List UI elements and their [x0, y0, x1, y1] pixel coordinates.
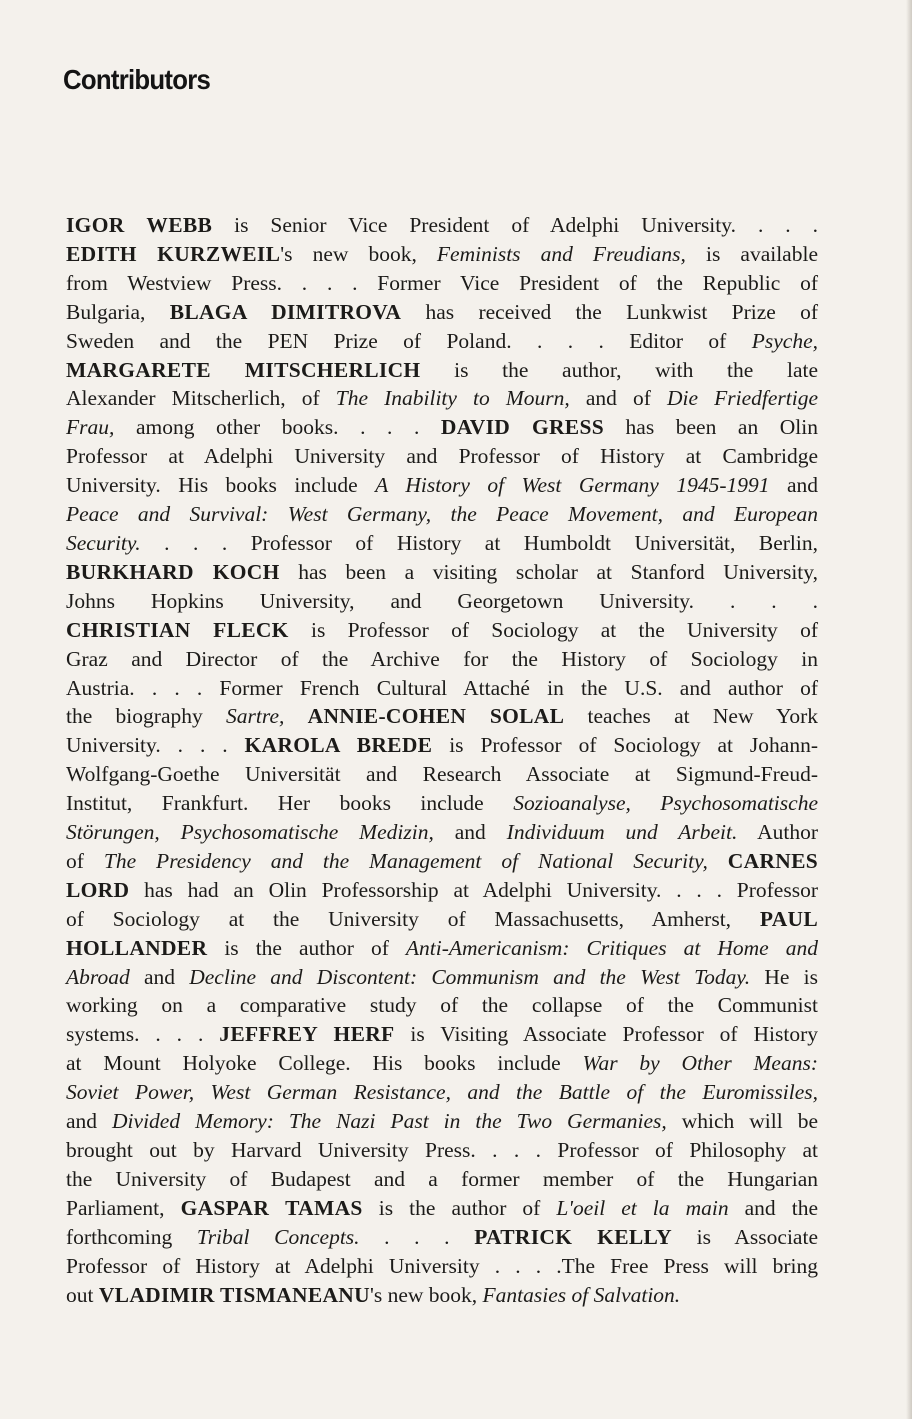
text-run: Sweden and the PEN Prize of Poland. . . . Editor of — [66, 328, 752, 353]
text-run: has received the Lunkwist Prize of — [401, 299, 818, 324]
book-title: Abroad — [66, 964, 130, 989]
text-line — [66, 442, 818, 471]
text-line — [66, 674, 818, 703]
book-title: Fantasies of Salvation. — [482, 1282, 681, 1307]
text-run — [708, 849, 728, 873]
text-run: and — [129, 964, 190, 989]
text-run: of Sociology at the University of Massachusetts, Amherst, — [66, 906, 760, 931]
text-line — [66, 789, 818, 818]
text-run: University. . . . — [66, 733, 245, 758]
text-run: is available — [685, 241, 818, 266]
contributor-name: HOLLANDER — [66, 935, 208, 960]
page-edge-shadow — [906, 0, 912, 1419]
contributor-name: PATRICK KELLY — [474, 1224, 672, 1249]
text-line — [66, 991, 818, 1020]
book-title: Feminists and Freudians, — [436, 241, 686, 266]
contributor-name: JEFFREY HERF — [219, 1022, 395, 1047]
book-title: Frau, — [66, 415, 115, 440]
text-run: University. His books include — [66, 473, 376, 498]
text-run: Graz and Director of the Archive for the History of Sociology in — [66, 646, 818, 671]
text-run: systems. . . . — [66, 1022, 220, 1047]
book-title: Tribal Concepts. — [196, 1224, 360, 1249]
text-line — [66, 905, 818, 934]
book-title: War by Other Means: — [582, 1051, 819, 1076]
text-line — [66, 356, 818, 385]
text-run: Wolfgang-Goethe Universität and Research Associate at Sigmund-Freud- — [66, 762, 818, 787]
text-run: is Professor of Sociology at the University of — [288, 617, 818, 642]
text-line — [66, 818, 818, 847]
text-line — [66, 1281, 818, 1310]
contributor-name: LORD — [66, 877, 130, 902]
text-run: has had an Olin Professorship at Adelphi University. . . . Professor — [129, 877, 818, 902]
contributor-name: GASPAR TAMAS — [180, 1195, 363, 1220]
contributor-name: VLADIMIR TISMANEANU — [98, 1282, 370, 1307]
text-run: . . . Professor of History at Humboldt Universität, Berlin, — [140, 530, 818, 555]
book-title: Anti-Americanism: Critiques at Home and — [405, 935, 818, 960]
text-line — [66, 587, 818, 616]
book-title: Divided Memory: The Nazi Past in the Two Germanies, — [112, 1109, 667, 1134]
text-line — [66, 298, 818, 327]
text-line — [66, 1194, 818, 1223]
book-title: Decline and Discontent: Communism and the West Today. — [189, 964, 751, 989]
text-line — [66, 876, 818, 905]
text-line — [66, 327, 818, 356]
text-run: Parliament, — [66, 1195, 181, 1220]
text-line — [66, 1049, 818, 1078]
text-run: 's new book, — [280, 241, 437, 266]
book-title: Security. — [66, 530, 141, 555]
contributor-name: MARGARETE MITSCHERLICH — [66, 357, 421, 382]
text-run: . . . — [359, 1224, 475, 1249]
text-run: Institut, Frankfurt. Her books include — [66, 791, 514, 816]
text-run: He is — [750, 964, 818, 989]
book-title: A History of West Germany 1945-1991 — [375, 473, 770, 498]
book-title: Störungen, Psychosomatische Medizin, — [66, 820, 434, 845]
text-run: is the author of — [207, 935, 406, 960]
text-run: Austria. . . . Former French Cultural Attaché in the U.S. and author of — [66, 675, 818, 700]
text-run: and — [66, 1109, 113, 1134]
text-run: at Mount Holyoke College. His books include — [66, 1051, 583, 1076]
text-run: is the author, with the late — [420, 357, 818, 382]
contributors-paragraph — [66, 211, 818, 1309]
text-run: and — [769, 473, 819, 498]
text-line — [66, 211, 818, 240]
text-run: is Senior Vice President of Adelphi University. . . . — [212, 213, 818, 237]
text-run: and the — [728, 1195, 818, 1220]
book-title: Sartre, — [226, 704, 285, 729]
text-line — [66, 702, 818, 731]
contributor-name: KAROLA BREDE — [244, 733, 433, 758]
text-run: Bulgaria, — [66, 299, 170, 324]
text-line — [66, 1107, 818, 1136]
text-run: the University of Budapest and a former member of the Hungarian — [66, 1166, 818, 1191]
text-line — [66, 384, 818, 413]
text-run: Johns Hopkins University, and Georgetown University. . . . — [66, 588, 818, 613]
page-heading: Contributors — [63, 64, 211, 95]
text-run: working on a comparative study of the collapse of the Communist — [66, 993, 818, 1018]
text-run: Professor of History at Adelphi University . . . .The Free Press will bring — [66, 1253, 818, 1278]
contributor-name: DAVID GRESS — [440, 415, 604, 440]
text-run: forthcoming — [66, 1224, 197, 1249]
text-run: Author — [737, 820, 818, 845]
text-line — [66, 616, 818, 645]
text-line — [66, 1223, 818, 1252]
text-run — [284, 704, 307, 728]
text-line — [66, 760, 818, 789]
book-title: Peace and Survival: West Germany, the Peace Movement, and European — [66, 502, 818, 527]
text-line — [66, 963, 818, 992]
text-run: which will be — [666, 1109, 818, 1134]
text-run: brought out by Harvard University Press. . . . Professor of Philosophy at — [66, 1138, 818, 1162]
text-run: the biography — [66, 704, 227, 729]
text-line — [66, 558, 818, 587]
text-run: has been an Olin — [603, 415, 818, 440]
text-line — [66, 269, 818, 298]
text-run: from Westview Press. . . . Former Vice President of the Republic of — [66, 270, 818, 295]
book-title: Die Friedfertige — [666, 386, 818, 411]
text-run: is the author of — [362, 1195, 557, 1220]
contributor-name: ANNIE-COHEN SOLAL — [307, 704, 565, 729]
text-run: 's new book, — [369, 1282, 483, 1307]
text-run: has been a visiting scholar at Stanford University, — [279, 559, 818, 584]
text-line — [66, 1020, 818, 1049]
contributor-name: EDITH KURZWEIL — [66, 241, 281, 266]
contributor-name: BLAGA DIMITROVA — [169, 299, 402, 324]
text-line — [66, 1165, 818, 1194]
book-title: The Inability to Mourn, — [335, 386, 570, 411]
book-title: Individuum und Arbeit. — [506, 820, 738, 845]
text-run: is Associate — [671, 1224, 818, 1249]
text-line — [66, 471, 818, 500]
text-run: among other books. . . . — [114, 415, 441, 440]
book-title: The Presidency and the Management of National Security, — [103, 848, 708, 873]
contributor-name: CHRISTIAN FLECK — [66, 617, 289, 642]
text-line — [66, 529, 818, 558]
text-run: Professor at Adelphi University and Professor of History at Cambridge — [66, 444, 818, 469]
text-run: and — [433, 820, 507, 845]
text-line — [66, 731, 818, 760]
text-line — [66, 1136, 818, 1165]
text-run: of — [66, 848, 104, 873]
contributor-name: BURKHARD KOCH — [66, 559, 280, 584]
text-line — [66, 847, 818, 876]
text-run: is Visiting Associate Professor of History — [394, 1022, 818, 1047]
book-title: Sozioanalyse, Psychosomatische — [513, 791, 818, 816]
book-title: Soviet Power, West German Resistance, and the Battle of the Euromissiles, — [66, 1080, 818, 1105]
text-line — [66, 1252, 818, 1281]
text-run: teaches at New York — [564, 704, 819, 729]
book-title: L'oeil et la main — [556, 1195, 729, 1220]
contributor-name: IGOR WEBB — [66, 213, 213, 237]
text-line — [66, 934, 818, 963]
book-title: Psyche, — [751, 328, 818, 353]
text-run: out — [66, 1282, 99, 1307]
contributor-name: CARNES — [727, 848, 818, 873]
text-line — [66, 1078, 818, 1107]
text-line — [66, 413, 818, 442]
text-run: is Professor of Sociology at Johann- — [432, 733, 818, 758]
text-line — [66, 500, 818, 529]
text-run: and of — [569, 386, 667, 411]
text-line — [66, 645, 818, 674]
contributor-name: PAUL — [759, 906, 818, 931]
text-line — [66, 240, 818, 269]
text-run: Alexander Mitscherlich, of — [66, 386, 336, 411]
